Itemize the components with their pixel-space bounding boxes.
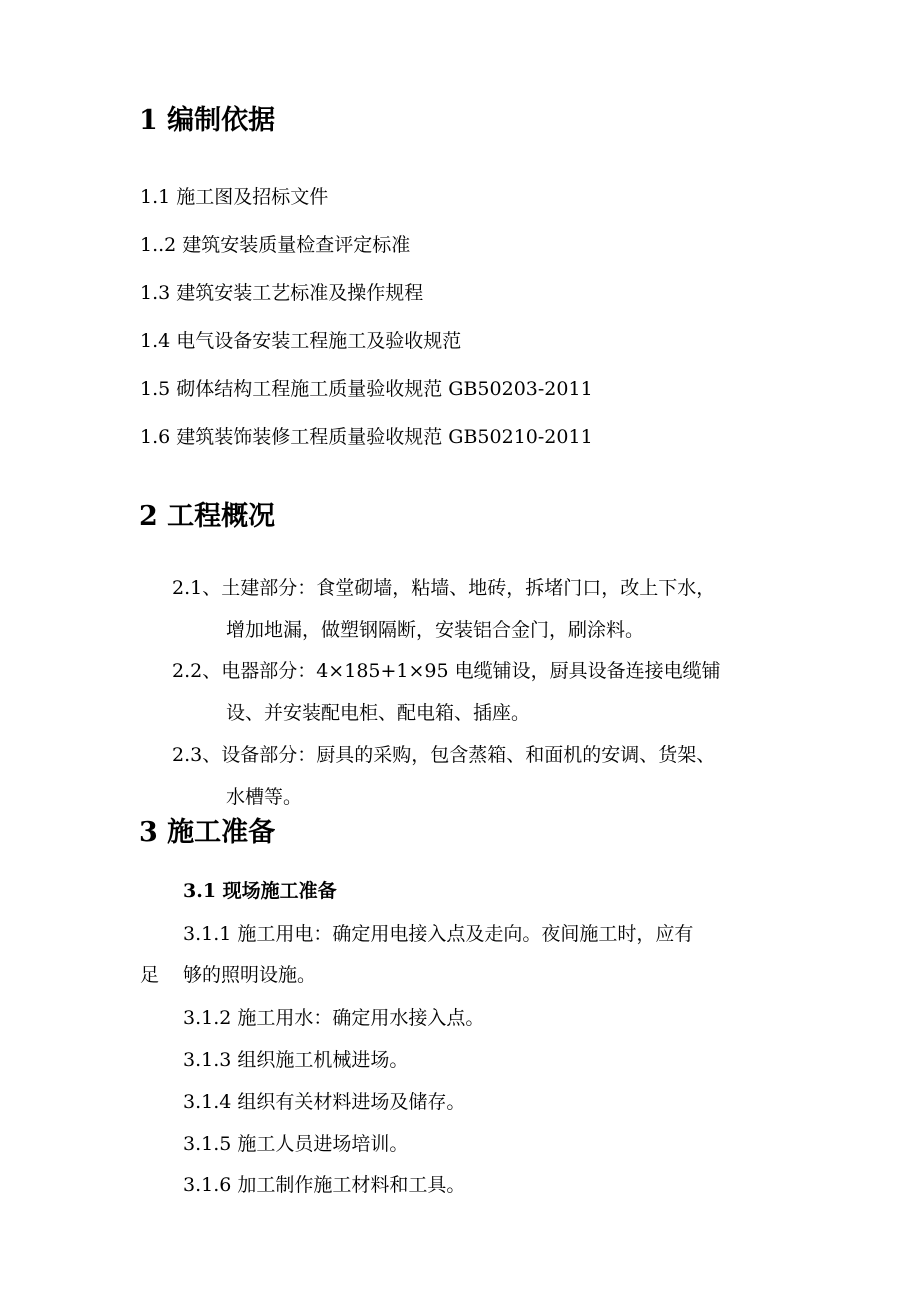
section-1-item: 1.3 建筑安装工艺标准及操作规程 [140, 282, 424, 304]
section-3-item-line: 够的照明设施。 [183, 964, 317, 986]
section-3-item: 3.1.2 施工用水：确定用水接入点。 [183, 1007, 485, 1029]
section-2-item-line: 2.2、电器部分：4×185+1×95 电缆铺设，厨具设备连接电缆铺 [172, 660, 721, 682]
section-3-item-line-start: 足 [140, 964, 160, 986]
section-2-item-line: 增加地漏，做塑钢隔断，安装铝合金门，刷涂料。 [226, 619, 645, 641]
section-1-item: 1.1 施工图及招标文件 [140, 186, 329, 208]
section-1-item: 1.6 建筑装饰装修工程质量验收规范 GB50210-2011 [140, 426, 593, 448]
section-3-item: 3.1.6 加工制作施工材料和工具。 [183, 1174, 466, 1196]
section-3-item: 3.1.4 组织有关材料进场及储存。 [183, 1091, 466, 1113]
section-1-heading: 1 编制依据 [139, 105, 276, 136]
section-2-item-line: 水槽等。 [226, 786, 303, 808]
section-2-heading: 2 工程概况 [139, 501, 276, 532]
section-2-item-line: 2.1、土建部分：食堂砌墙，粘墙、地砖，拆堵门口，改上下水， [172, 577, 716, 599]
section-1-item: 1..2 建筑安装质量检查评定标准 [140, 234, 411, 256]
section-2-item-line: 2.3、设备部分：厨具的采购，包含蒸箱、和面机的安调、货架、 [172, 744, 716, 766]
section-1-item: 1.4 电气设备安装工程施工及验收规范 [140, 330, 462, 352]
section-3-item: 3.1.5 施工人员进场培训。 [183, 1133, 409, 1155]
section-1-item: 1.5 砌体结构工程施工质量验收规范 GB50203-2011 [140, 378, 593, 400]
section-3-heading: 3 施工准备 [139, 817, 276, 848]
section-3-item-line: 3.1.1 施工用电：确定用电接入点及走向。夜间施工时，应有 [183, 923, 694, 945]
section-2-item-line: 设、并安装配电柜、配电箱、插座。 [226, 702, 531, 724]
section-3-item: 3.1.3 组织施工机械进场。 [183, 1049, 409, 1071]
section-3-subheading: 3.1 现场施工准备 [183, 880, 337, 902]
